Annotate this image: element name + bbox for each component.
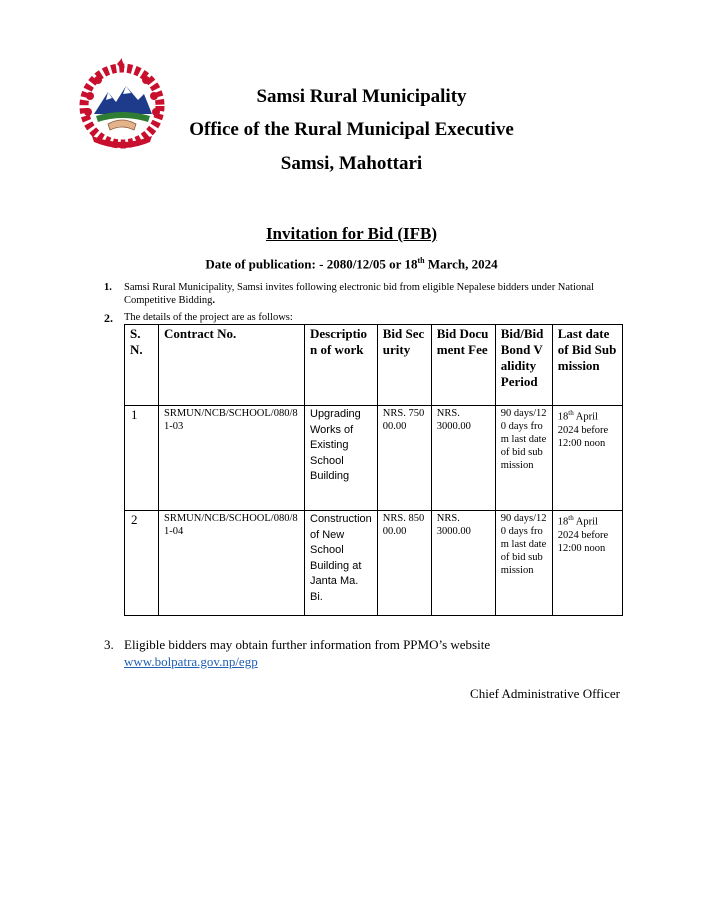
- column-header: Description of work: [305, 325, 378, 406]
- cell-document-fee: NRS. 3000.00: [431, 406, 495, 511]
- column-header: S. N.: [125, 325, 159, 406]
- item-text: Eligible bidders may obtain further information from PPMO’s website: [124, 637, 491, 652]
- cell-sn: 2: [125, 511, 159, 616]
- table-row: [125, 511, 623, 616]
- item-number: 3.: [104, 637, 114, 652]
- cell-contract-no: SRMUN/NCB/SCHOOL/080/81-04: [159, 511, 305, 616]
- item-text: The details of the project are as follows:: [124, 312, 293, 323]
- cell-bid-security: NRS. 75000.00: [377, 406, 431, 511]
- column-header: Bid/Bid Bond Validity Period: [495, 325, 552, 406]
- list-item-1: 1. Samsi Rural Municipality, Samsi invites following electronic bid from eligible Nepalese bidders under National Competitive Bidding.: [104, 282, 594, 306]
- column-header: Last date of Bid Submission: [552, 325, 622, 406]
- list-item-2: [104, 311, 293, 326]
- municipality-location: Samsi, Mahottari: [280, 153, 423, 174]
- cell-document-fee: NRS. 3000.00: [431, 511, 495, 616]
- publication-date: Date of publication: - 2080/12/05 or 18th March, 2024: [205, 256, 498, 272]
- column-header: Bid Security: [377, 325, 431, 406]
- cell-description: Upgrading Works of Existing School Building: [305, 406, 378, 511]
- cell-bid-security: NRS. 85000.00: [377, 511, 431, 616]
- item-number: 1.: [104, 282, 112, 293]
- cell-last-date: 18th April 2024 before 12:00 noon: [552, 406, 622, 511]
- item-text: Samsi Rural Municipality, Samsi invites following electronic bid from eligible Nepalese bidders under National Competitive Bidding: [124, 282, 594, 306]
- ppmo-website-link[interactable]: www.bolpatra.gov.np/egp: [124, 654, 258, 669]
- municipality-name: Samsi Rural Municipality: [256, 86, 467, 107]
- office-name: Office of the Rural Municipal Executive: [189, 119, 514, 140]
- bid-details-table: [124, 324, 623, 616]
- list-item-3: [104, 636, 491, 669]
- cell-description: Construction of New School Building at Janta Ma. Bi.: [305, 511, 378, 616]
- signatory-title: Chief Administrative Officer: [470, 686, 620, 701]
- document-title: Invitation for Bid (IFB): [265, 224, 438, 243]
- cell-sn: 1: [125, 406, 159, 511]
- item-number: 2.: [104, 311, 113, 325]
- table-row: [125, 406, 623, 511]
- table-header-row: [125, 325, 623, 406]
- column-header: Contract No.: [159, 325, 305, 406]
- column-header: Bid Document Fee: [431, 325, 495, 406]
- cell-validity: 90 days/120 days from last date of bid submission: [495, 511, 552, 616]
- cell-last-date: 18th April 2024 before 12:00 noon: [552, 511, 622, 616]
- cell-contract-no: SRMUN/NCB/SCHOOL/080/81-03: [159, 406, 305, 511]
- cell-validity: 90 days/120 days from last date of bid submission: [495, 406, 552, 511]
